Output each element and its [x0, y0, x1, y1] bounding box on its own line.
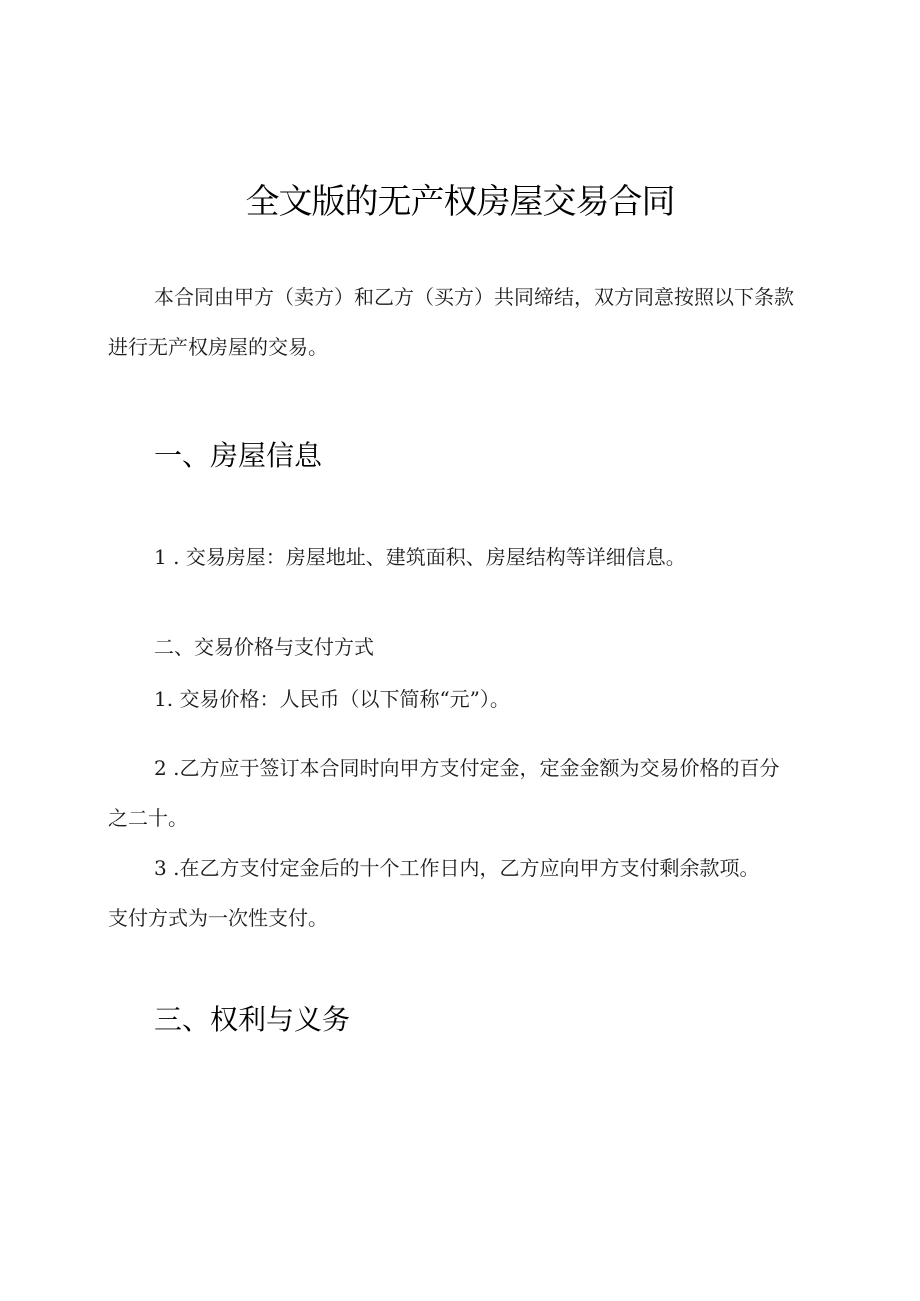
section-2-item-2: 2 .乙方应于签订本合同时向甲方支付定金，定金金额为交易价格的百分之二十。 [108, 756, 780, 830]
section-3-heading: 三、权利与义务 [154, 1003, 351, 1036]
section-2-item-3: 3 .在乙方支付定金后的十个工作日内，乙方应向甲方支付剩余款项。支付方式为一次性支付。 [108, 856, 760, 930]
section-1-item-1: 1 . 交易房屋：房屋地址、建筑面积、房屋结构等详细信息。 [154, 545, 686, 569]
document-title: 全文版的无产权房屋交易合同 [245, 182, 675, 222]
section-2-item-1: 1. 交易价格：人民币（以下简称“元”）。 [154, 687, 510, 711]
intro-paragraph: 本合同由甲方（卖方）和乙方（买方）共同缔结，双方同意按照以下条款进行无产权房屋的交易。 [108, 285, 794, 359]
section-1-heading: 一、房屋信息 [154, 439, 323, 472]
section-2-heading: 二、交易价格与支付方式 [154, 635, 374, 659]
